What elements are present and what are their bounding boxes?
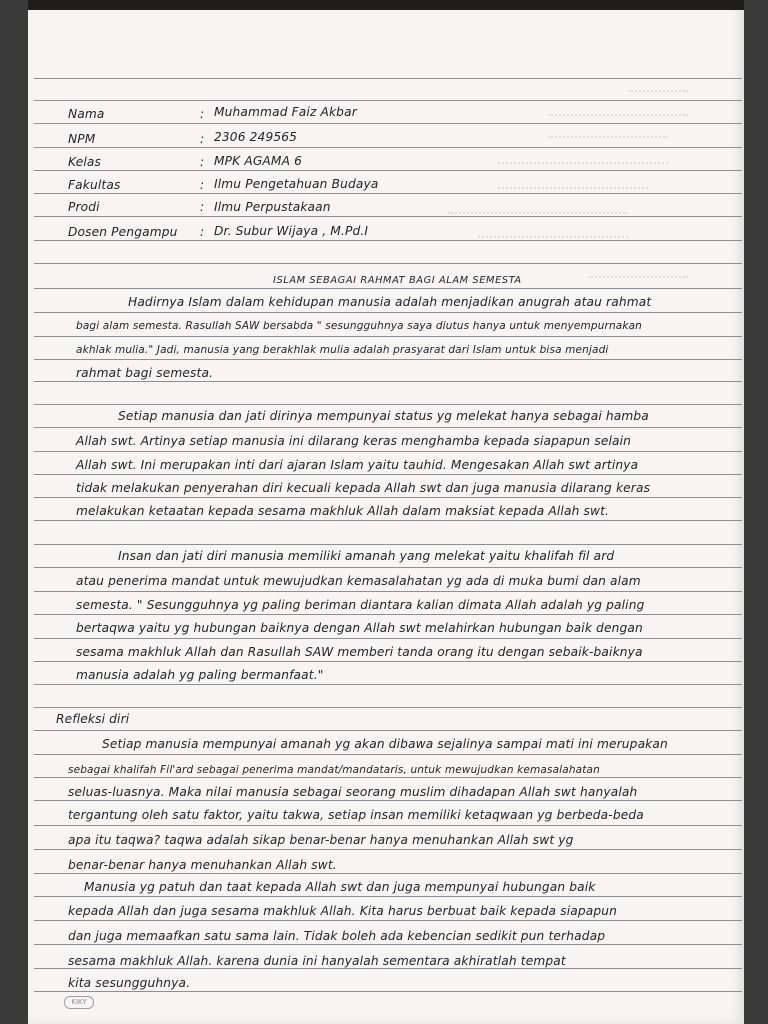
ruled-line — [34, 404, 742, 405]
reflection-line: tergantung oleh satu faktor, yaitu takwa, setiap insan memiliki ketaqwaan yg berbeda-beda — [68, 808, 644, 822]
identity-colon: : — [200, 132, 205, 146]
bleed-through-mark — [548, 130, 668, 138]
page-marker: KIKY — [64, 996, 94, 1009]
essay-line: Hadirnya Islam dalam kehidupan manusia adalah menjadikan anugrah atau rahmat — [128, 295, 652, 309]
identity-label: Dosen Pengampu — [68, 225, 178, 239]
ruled-line — [34, 170, 742, 171]
bleed-through-mark — [498, 181, 648, 189]
identity-colon: : — [200, 107, 205, 121]
identity-value-class: MPK AGAMA 6 — [214, 154, 302, 168]
identity-colon: : — [200, 225, 205, 239]
ruled-line — [34, 944, 742, 945]
identity-value-faculty: Ilmu Pengetahuan Budaya — [214, 177, 379, 191]
ruled-line — [34, 381, 742, 382]
ruled-line — [34, 216, 742, 217]
essay-title: ISLAM SEBAGAI RAHMAT BAGI ALAM SEMESTA — [273, 275, 522, 286]
reflection-line: dan juga memaafkan satu sama lain. Tidak boleh ada kebencian sedikit pun terhadap — [68, 929, 606, 943]
ruled-line — [34, 896, 742, 897]
identity-value-name: Muhammad Faiz Akbar — [214, 105, 357, 119]
ruled-line — [34, 123, 742, 124]
essay-line: atau penerima mandat untuk mewujudkan kemasalahatan yg ada di muka bumi dan alam — [76, 574, 641, 588]
ruled-line — [34, 920, 742, 921]
essay-line: bagi alam semesta. Rasullah SAW bersabda " sesungguhnya saya diutus hanya untuk menyempurnakan — [76, 320, 642, 332]
ruled-line — [34, 591, 742, 592]
identity-value-lecturer: Dr. Subur Wijaya , M.Pd.I — [214, 224, 369, 238]
ruled-line — [34, 312, 742, 313]
identity-value-npm: 2306 249565 — [214, 130, 298, 144]
essay-line: bertaqwa yaitu yg hubungan baiknya dengan Allah swt melahirkan hubungan baik dengan — [76, 621, 643, 635]
identity-colon: : — [200, 200, 205, 214]
ruled-line — [34, 614, 742, 615]
ruled-line — [34, 567, 742, 568]
ruled-line — [34, 991, 742, 992]
essay-line: Setiap manusia dan jati dirinya mempunyai status yg melekat hanya sebagai hamba — [118, 409, 649, 423]
notebook-page — [28, 0, 744, 1024]
essay-line: akhlak mulia." Jadi, manusia yang berakhlak mulia adalah prasyarat dari Islam untuk bisa menjadi — [76, 344, 609, 356]
reflection-line: sebagai khalifah Fil'ard sebagai penerima mandat/mandataris, untuk mewujudkan kemasalahatan — [68, 764, 600, 776]
bleed-through-mark — [448, 206, 628, 214]
bleed-through-mark — [478, 230, 628, 238]
ruled-line — [34, 968, 742, 969]
identity-value-program: Ilmu Perpustakaan — [214, 200, 331, 214]
ruled-line — [34, 873, 742, 874]
ruled-line — [34, 263, 742, 264]
ruled-line — [34, 451, 742, 452]
ruled-line — [34, 497, 742, 498]
ruled-line — [34, 288, 742, 289]
ruled-line — [34, 359, 742, 360]
bleed-through-mark — [498, 156, 668, 164]
reflection-line: kepada Allah dan juga sesama makhluk Allah. Kita harus berbuat baik kepada siapapun — [68, 904, 617, 918]
ruled-line — [34, 800, 742, 801]
reflection-line: kita sesungguhnya. — [68, 976, 191, 990]
identity-label: Prodi — [68, 200, 100, 214]
ruled-line — [34, 474, 742, 475]
ruled-line — [34, 730, 742, 731]
ruled-line — [34, 427, 742, 428]
ruled-line — [34, 544, 742, 545]
essay-line: semesta. " Sesungguhnya yg paling beriman diantara kalian dimata Allah adalah yg paling — [76, 598, 645, 612]
ruled-line — [34, 240, 742, 241]
essay-line: Allah swt. Artinya setiap manusia ini dilarang keras menghamba kepada siapapun selain — [76, 434, 632, 448]
ruled-line — [34, 754, 742, 755]
ruled-line — [34, 336, 742, 337]
identity-label: Kelas — [68, 155, 102, 169]
essay-line: tidak melakukan penyerahan diri kecuali kepada Allah swt dan juga manusia dilarang keras — [76, 481, 651, 495]
ruled-line — [34, 147, 742, 148]
ruled-line — [34, 777, 742, 778]
ruled-line — [34, 661, 742, 662]
ruled-line — [34, 638, 742, 639]
identity-label: Fakultas — [68, 178, 121, 192]
reflection-line: seluas-luasnya. Maka nilai manusia sebagai seorang muslim dihadapan Allah swt hanyalah — [68, 785, 638, 799]
reflection-heading: Refleksi diri — [56, 712, 130, 726]
ruled-line — [34, 78, 742, 79]
ruled-line — [34, 707, 742, 708]
page-top-edge — [28, 0, 744, 10]
essay-line: Allah swt. Ini merupakan inti dari ajaran Islam yaitu tauhid. Mengesakan Allah swt artinya — [76, 458, 639, 472]
essay-line: manusia adalah yg paling bermanfaat." — [76, 668, 324, 682]
identity-colon: : — [200, 178, 205, 192]
identity-label: Nama — [68, 107, 105, 121]
essay-line: Insan dan jati diri manusia memiliki amanah yang melekat yaitu khalifah fil ard — [118, 549, 615, 563]
reflection-line: benar-benar hanya menuhankan Allah swt. — [68, 858, 337, 872]
bleed-through-mark — [548, 108, 688, 116]
essay-line: rahmat bagi semesta. — [76, 366, 214, 380]
identity-colon: : — [200, 155, 205, 169]
ruled-line — [34, 100, 742, 101]
ruled-line — [34, 520, 742, 521]
reflection-line: sesama makhluk Allah. karena dunia ini hanyalah sementara akhiratlah tempat — [68, 954, 566, 968]
ruled-line — [34, 684, 742, 685]
reflection-line: Manusia yg patuh dan taat kepada Allah swt dan juga mempunyai hubungan baik — [84, 880, 596, 894]
essay-line: melakukan ketaatan kepada sesama makhluk Allah dalam maksiat kepada Allah swt. — [76, 504, 610, 518]
essay-line: sesama makhluk Allah dan Rasullah SAW memberi tanda orang itu dengan sebaik-baiknya — [76, 645, 643, 659]
identity-label: NPM — [68, 132, 96, 146]
reflection-line: Setiap manusia mempunyai amanah yg akan dibawa sejalinya sampai mati ini merupakan — [102, 737, 668, 751]
ruled-line — [34, 849, 742, 850]
ruled-line — [34, 193, 742, 194]
ruled-line — [34, 825, 742, 826]
bleed-through-mark — [588, 270, 688, 278]
bleed-through-mark — [628, 84, 688, 92]
reflection-line: apa itu taqwa? taqwa adalah sikap benar-benar hanya menuhankan Allah swt yg — [68, 833, 574, 847]
